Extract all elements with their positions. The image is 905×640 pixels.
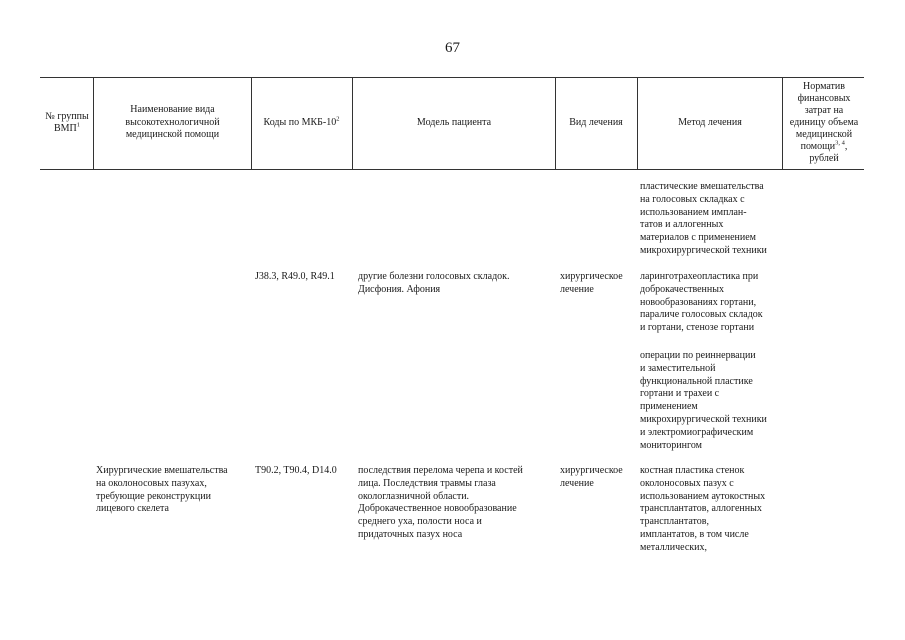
header-patient-model-text: Модель пациента: [416, 116, 492, 128]
header-treatment-type-text: Вид лечения: [569, 116, 623, 128]
icd-codes-cell: T90.2, T90.4, D14.0: [255, 465, 337, 476]
column-divider: [637, 77, 638, 169]
patient-model-cell: последствия перелома черепа и костей лица. Последствия травмы глаза окологлазничной области. Доброкачественное новообразование среднего уха, полости носа и придаточных пазух носа: [358, 465, 523, 540]
header-vmp-name-text: Наименование вида высокотехнологичной медицинской помощи: [125, 104, 220, 141]
header-group-no-text: № группы ВМП: [45, 110, 89, 134]
footnote-ref: 1: [76, 121, 81, 129]
treatment-type-cell: хирургическое лечение: [560, 465, 623, 489]
header-treatment-method-text: Метод лечения: [678, 116, 742, 128]
header-vmp-name: [100, 77, 245, 169]
column-divider: [555, 77, 556, 169]
header-treatment-type: [557, 77, 635, 169]
header-patient-model: [355, 77, 553, 169]
treatment-type-cell: хирургическое лечение: [560, 271, 623, 295]
header-icd-codes-text: Коды по МКБ-10: [263, 116, 337, 128]
method-cell: пластические вмешательства на голосовых складках с использованием имплан- татов и аллогенных материалов с применением микрохирургической техники: [640, 181, 767, 256]
column-divider: [782, 77, 783, 169]
icd-codes-cell: J38.3, R49.0, R49.1: [255, 271, 335, 282]
column-divider: [352, 77, 353, 169]
header-cost-norm-unit: , рублей: [809, 141, 848, 164]
table-header-bottom-border: [40, 169, 864, 170]
header-group-no: [44, 77, 90, 169]
footnote-ref: 2: [336, 115, 340, 123]
vmp-name-cell: Хирургические вмешательства на околоносовых пазухах, требующие реконструкции лицевого скелета: [96, 465, 228, 515]
method-cell: операции по реиннервации и заместительной функциональной пластике гортани и трахеи с применением микрохирургической техники и электромиографическим мониторингом: [640, 350, 767, 451]
header-cost-norm-text: Норматив финансовых затрат на единицу объема медицинской помощи: [789, 81, 859, 152]
patient-model-cell: другие болезни голосовых складок. Дисфония. Афония: [358, 271, 510, 295]
header-treatment-method: [640, 77, 780, 169]
header-cost-norm: [786, 77, 862, 169]
header-icd-codes: [254, 77, 349, 169]
page-number: 67: [445, 40, 460, 56]
method-cell: костная пластика стенок околоносовых пазух с использованием аутокостных трансплантатов, аллогенных трансплантатов, имплантатов, в том числе металлических,: [640, 465, 766, 553]
column-divider: [93, 77, 94, 169]
footnote-ref: 3, 4: [835, 139, 845, 147]
column-divider: [251, 77, 252, 169]
method-cell: ларинготрахеопластика при доброкачественных новообразованиях гортани, параличе голосовых складок и гортани, стенозе гортани: [640, 271, 763, 334]
